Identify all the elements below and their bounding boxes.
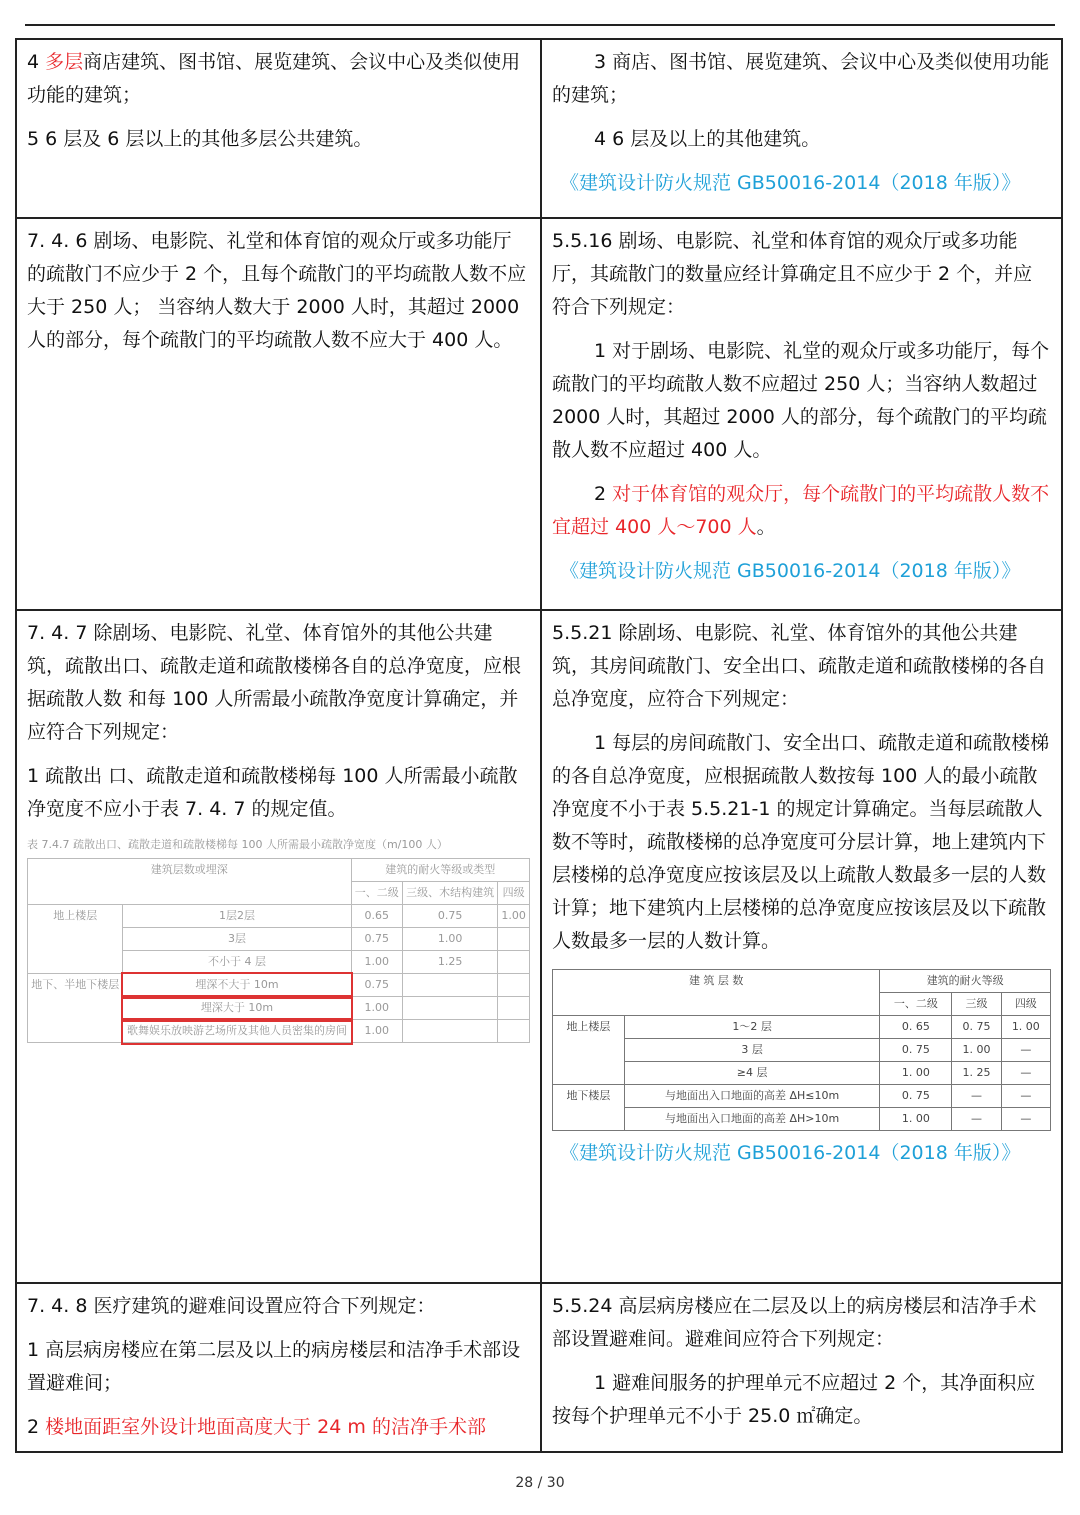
- left-cell: [16, 39, 541, 218]
- clause-text: 5.5.21 除剧场、电影院、礼堂、体育馆外的其他公共建筑，其房间疏散门、安全出口、疏散走道和疏散楼梯的各自总净宽度，应符合下列规定：: [552, 622, 1047, 710]
- header-cell: 一、二级: [880, 993, 952, 1016]
- group-cell: 地下、半地下楼层: [28, 974, 123, 1043]
- left-cell: [16, 1283, 541, 1452]
- cell: 不小于 4 层: [123, 951, 351, 974]
- clause-text: 1 高层病房楼应在第二层及以上的病房楼层和洁净手术部设置避难间；: [27, 1339, 521, 1394]
- clause-text: 1 每层的房间疏散门、安全出口、疏散走道和疏散楼梯的各自总净宽度，应根据疏散人数按每 100 人的最小疏散净宽度不小于表 5.5.21-1 的规定计算确定。当每层疏散人数不等时，疏散楼梯的总净宽度可分层计算，地上建筑内下层楼梯的总净宽度应按该层及以上疏散人数最多一层的人数计算；地下建筑内上层楼梯的总净宽度应按该层及以下疏散人数最多一层的人数计算。: [552, 732, 1050, 952]
- cell: —: [1001, 1062, 1050, 1085]
- punct: 。: [756, 516, 776, 538]
- cell: 1～2 层: [624, 1016, 880, 1039]
- header-cell: 三级、木结构建筑: [402, 882, 497, 905]
- cell: 0. 75: [880, 1039, 952, 1062]
- clause-text: 5.5.16 剧场、电影院、礼堂和体育馆的观众厅或多功能厅，其疏散门的数量应经计算确定且不应少于 2 个，并应符合下列规定：: [552, 230, 1033, 318]
- cell: 1.25: [402, 951, 497, 974]
- header-cell: 建筑层数或埋深: [28, 859, 352, 905]
- cell: —: [952, 1108, 1001, 1131]
- cell: 0.75: [351, 928, 402, 951]
- cell: 1. 00: [880, 1108, 952, 1131]
- cell: —: [1001, 1108, 1050, 1131]
- table-row: [16, 610, 1062, 1283]
- header-cell: 建 筑 层 数: [553, 970, 880, 1016]
- clause-text: 5.5.24 高层病房楼应在二层及以上的病房楼层和洁净手术部设置避难间。避难间应符合下列规定：: [552, 1295, 1037, 1350]
- header-cell: 建筑的耐火等级或类型: [351, 859, 529, 882]
- highlight-text: 对于体育馆的观众厅，每个疏散门的平均疏散人数不宜超过 400 人～700 人: [552, 483, 1050, 538]
- cell: [498, 1020, 530, 1043]
- table-row: [16, 39, 1062, 218]
- cell: 0. 75: [880, 1085, 952, 1108]
- item-number: 2: [27, 1416, 46, 1438]
- cell: 1. 25: [952, 1062, 1001, 1085]
- citation: 《建筑设计防火规范 GB50016-2014（2018 年版）》: [560, 560, 1021, 582]
- cell: [498, 997, 530, 1020]
- table-row: [16, 218, 1062, 610]
- page-number: 28 / 30: [515, 1475, 565, 1491]
- table-caption: 表 7.4.7 疏散出口、疏散走道和疏散楼梯每 100 人所需最小疏散净宽度（m/100 人）: [27, 838, 448, 851]
- citation: 《建筑设计防火规范 GB50016-2014（2018 年版）》: [560, 1142, 1021, 1164]
- clause-text: 1 对于剧场、电影院、礼堂的观众厅或多功能厅，每个疏散门的平均疏散人数不应超过 250 人；当容纳人数超过 2000 人时，其超过 2000 人的部分，每个疏散门的平均疏散人数不应超过 400 人。: [552, 340, 1050, 461]
- clause-text: 1 疏散出 口、疏散走道和疏散楼梯每 100 人所需最小疏散净宽度不应小于表 7. 4. 7 的规定值。: [27, 765, 518, 820]
- cell: 0.75: [351, 974, 402, 997]
- cell: 1层2层: [123, 905, 351, 928]
- cell: ≥4 层: [624, 1062, 880, 1085]
- right-cell: [541, 610, 1062, 1283]
- right-cell: [541, 218, 1062, 610]
- cell: 0. 75: [952, 1016, 1001, 1039]
- highlight-text: 楼地面距室外设计地面高度大于 24 m 的洁净手术部: [45, 1416, 486, 1438]
- cell: 1.00: [498, 905, 530, 928]
- cell: 1. 00: [1001, 1016, 1050, 1039]
- clause-text: 商店建筑、图书馆、展览建筑、会议中心及类似使用功能的建筑；: [27, 51, 521, 106]
- cell: [498, 928, 530, 951]
- comparison-table: [15, 38, 1063, 1453]
- cell: [498, 951, 530, 974]
- right-cell: [541, 39, 1062, 218]
- item-number: 4: [27, 51, 46, 73]
- clause-text: 3 商店、图书馆、展览建筑、会议中心及类似使用功能的建筑；: [552, 51, 1050, 106]
- cell: 0.75: [402, 905, 497, 928]
- cell: 1. 00: [880, 1062, 952, 1085]
- left-cell: [16, 218, 541, 610]
- cell: 歌舞娱乐放映游艺场所及其他人员密集的房间: [123, 1020, 351, 1043]
- cell: 1.00: [351, 997, 402, 1020]
- cell: 0.65: [351, 905, 402, 928]
- cell: 1.00: [402, 928, 497, 951]
- cell: 与地面出入口地面的高差 ΔH≤10m: [624, 1085, 880, 1108]
- left-cell: [16, 610, 541, 1283]
- group-cell: 地下楼层: [553, 1085, 625, 1131]
- header-cell: 四级: [1001, 993, 1050, 1016]
- cell: [402, 997, 497, 1020]
- clause-text: 1 避难间服务的护理单元不应超过 2 个，其净面积应按每个护理单元不小于 25.0 ㎡确定。: [552, 1372, 1036, 1427]
- header-cell: 一、二级: [351, 882, 402, 905]
- clause-text: 5 6 层及 6 层以上的其他多层公共建筑。: [27, 128, 373, 150]
- citation: 《建筑设计防火规范 GB50016-2014（2018 年版）》: [560, 172, 1021, 194]
- cell: [402, 974, 497, 997]
- cell: —: [952, 1085, 1001, 1108]
- header-cell: 建筑的耐火等级: [880, 970, 1051, 993]
- header-cell: 三级: [952, 993, 1001, 1016]
- cell: [498, 974, 530, 997]
- cell: [402, 1020, 497, 1043]
- cell: 3 层: [624, 1039, 880, 1062]
- cell: 0. 65: [880, 1016, 952, 1039]
- clause-text: 7. 4. 8 医疗建筑的避难间设置应符合下列规定：: [27, 1295, 436, 1317]
- header-rule: [25, 24, 1055, 26]
- highlight-text: 多层: [45, 51, 84, 73]
- cell: 3层: [123, 928, 351, 951]
- cell: 1.00: [351, 951, 402, 974]
- table-row: [16, 1283, 1062, 1452]
- group-cell: 地上楼层: [553, 1016, 625, 1085]
- cell: 埋深不大于 10m: [123, 974, 351, 997]
- header-cell: 四级: [498, 882, 530, 905]
- group-cell: 地上楼层: [28, 905, 123, 974]
- clause-text: 7. 4. 7 除剧场、电影院、礼堂、体育馆外的其他公共建筑，疏散出口、疏散走道和疏散楼梯各自的总净宽度，应根据疏散人数 和每 100 人所需最小疏散净宽度计算确定，并应符合下列规定：: [27, 622, 522, 743]
- clause-text: 4 6 层及以上的其他建筑。: [594, 128, 821, 150]
- embedded-table-5-5-21-1: [552, 969, 1051, 1131]
- cell: —: [1001, 1039, 1050, 1062]
- right-cell: [541, 1283, 1062, 1452]
- cell: 1. 00: [952, 1039, 1001, 1062]
- clause-text: 7. 4. 6 剧场、电影院、礼堂和体育馆的观众厅或多功能厅的疏散门不应少于 2 个，且每个疏散门的平均疏散人数不应 大于 250 人； 当容纳人数大于 2000 人时，其超过 2000 人的部分，每个疏散门的平均疏散人数不应大于 400 人。: [27, 230, 527, 351]
- cell: —: [1001, 1085, 1050, 1108]
- cell: 埋深大于 10m: [123, 997, 351, 1020]
- embedded-table-7-4-7: [27, 858, 530, 1043]
- cell: 与地面出入口地面的高差 ΔH>10m: [624, 1108, 880, 1131]
- cell: 1.00: [351, 1020, 402, 1043]
- item-number: 2: [594, 483, 613, 505]
